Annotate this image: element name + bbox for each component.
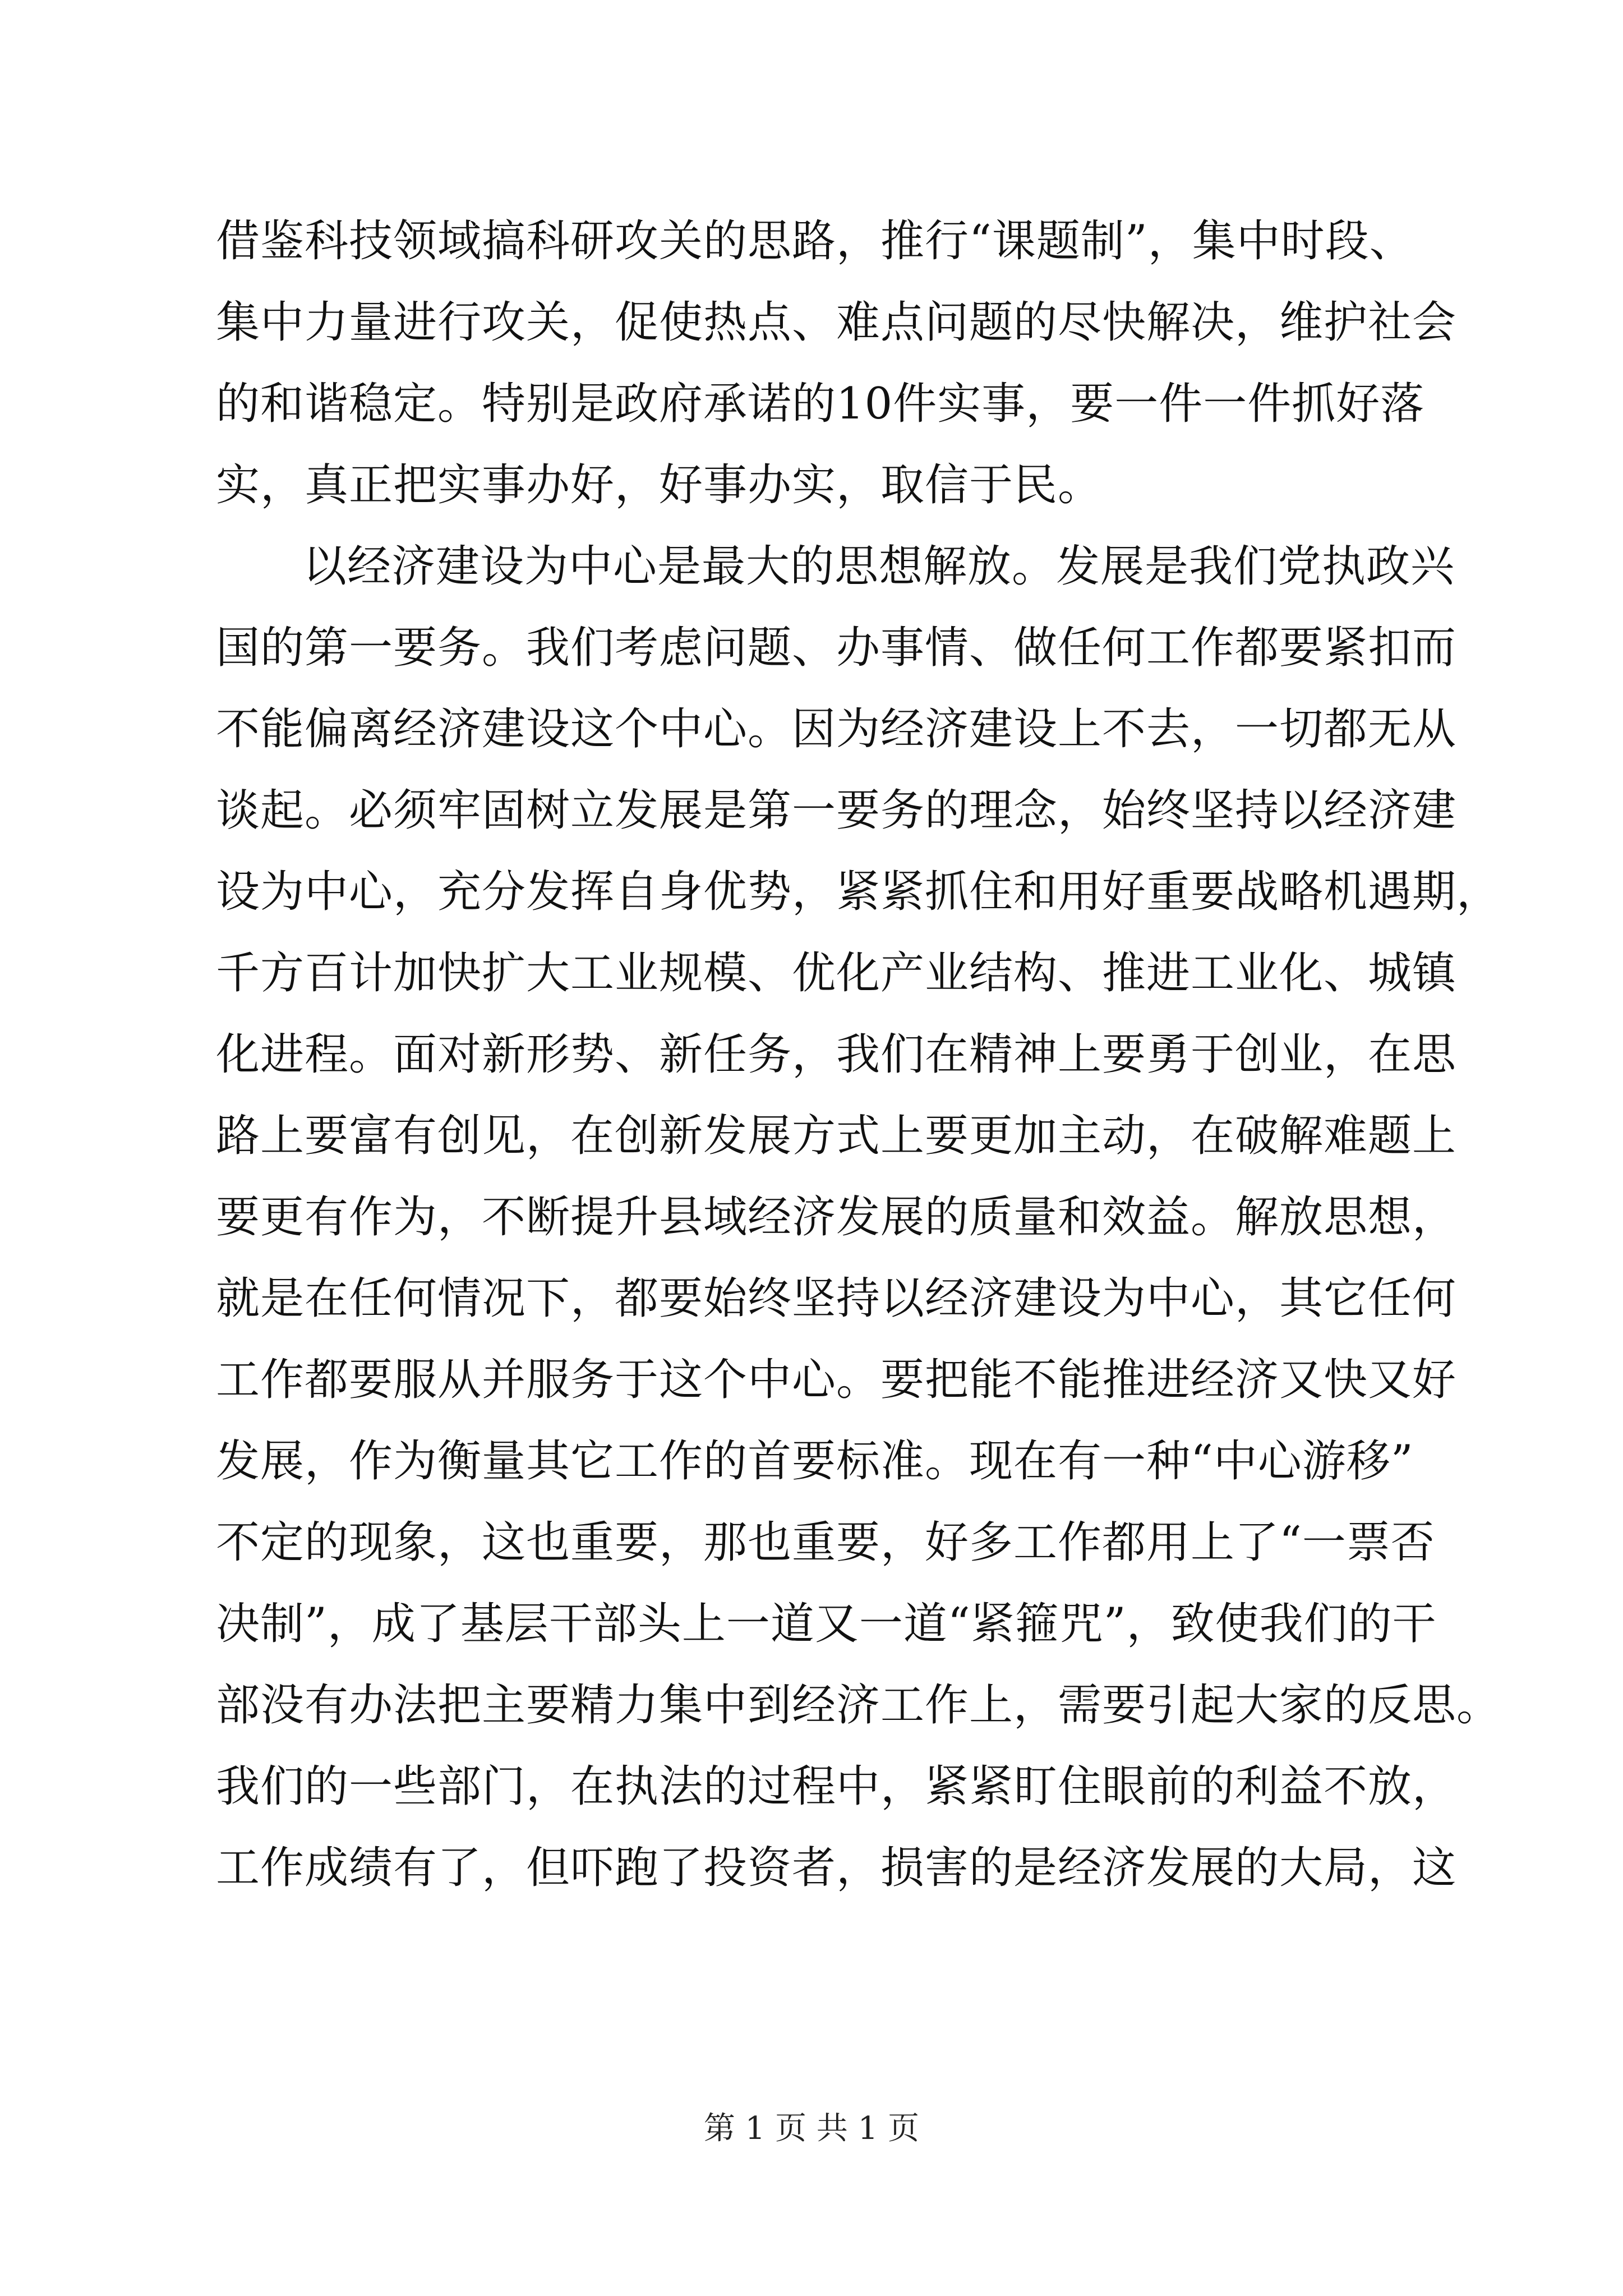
text-line: 借鉴科技领域搞科研攻关的思路，推行“课题制”，集中时段、	[216, 216, 1414, 266]
text-line: 的和谐稳定。特别是政府承诺的10件实事，要一件一件抓好落	[216, 379, 1425, 429]
text-line: 工作成绩有了，但吓跑了投资者，损害的是经济发展的大局，这	[216, 1843, 1457, 1893]
text-line: 路上要富有创见，在创新发展方式上要更加主动，在破解难题上	[216, 1111, 1457, 1161]
text-line: 我们的一些部门，在执法的过程中，紧紧盯住眼前的利益不放，	[216, 1761, 1457, 1812]
text-line: 国的第一要务。我们考虑问题、办事情、做任何工作都要紧扣而	[216, 623, 1457, 673]
text-line: 要更有作为，不断提升县域经济发展的质量和效益。解放思想，	[216, 1192, 1457, 1243]
paragraph-first-line: 以经济建设为中心是最大的思想解放。发展是我们党执政兴	[303, 541, 1455, 592]
text-line: 发展，作为衡量其它工作的首要标准。现在有一种“中心游移”	[216, 1436, 1414, 1487]
text-line: 千方百计加快扩大工业规模、优化产业结构、推进工业化、城镇	[216, 948, 1457, 999]
text-line: 不定的现象，这也重要，那也重要，好多工作都用上了“一票否	[216, 1517, 1435, 1568]
text-line: 部没有办法把主要精力集中到经济工作上，需要引起大家的反思。	[216, 1680, 1501, 1731]
text-line: 设为中心，充分发挥自身优势，紧紧抓住和用好重要战略机遇期，	[216, 867, 1501, 917]
text-line: 就是在任何情况下，都要始终坚持以经济建设为中心，其它任何	[216, 1273, 1457, 1324]
text-line: 实，真正把实事办好，好事办实，取信于民。	[216, 460, 1103, 510]
text-line: 谈起。必须牢固树立发展是第一要务的理念，始终坚持以经济建	[216, 785, 1457, 836]
text-line: 集中力量进行攻关，促使热点、难点问题的尽快解决，维护社会	[216, 297, 1457, 348]
text-line: 决制”，成了基层干部头上一道又一道“紧箍咒”，致使我们的干	[216, 1599, 1437, 1649]
text-line: 工作都要服从并服务于这个中心。要把能不能推进经济又快又好	[216, 1355, 1457, 1405]
page-number-footer: 第 1 页 共 1 页	[703, 2110, 920, 2147]
text-line: 化进程。面对新形势、新任务，我们在精神上要勇于创业，在思	[216, 1029, 1457, 1080]
text-line: 不能偏离经济建设这个中心。因为经济建设上不去，一切都无从	[216, 704, 1457, 754]
